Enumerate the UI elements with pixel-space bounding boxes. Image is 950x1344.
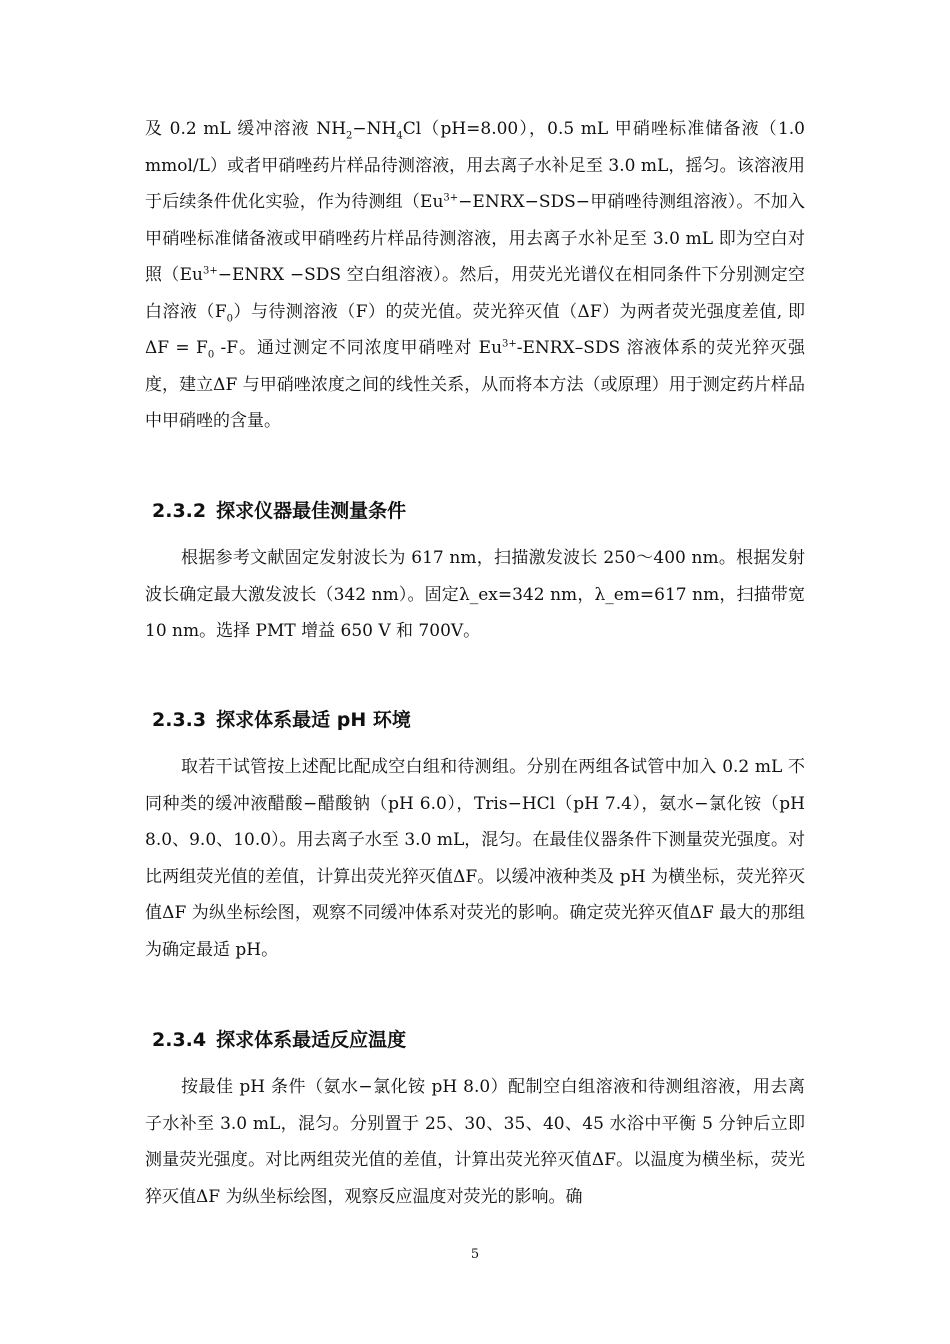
text-run: ）与待测溶液（F）的荧光值。荧光猝灭值（ΔF）为两者荧光强度差值, 即ΔF = F — [145, 301, 805, 358]
text-run: -ENRX–SDS 溶液体系的荧光猝灭强度，建立ΔF 与甲硝唑浓度之间的线性关系，从而将本方法（或原理）用于测定药片样品中甲硝唑的含量。 — [145, 338, 805, 431]
section-number: 2.3.2 — [152, 500, 207, 522]
section-number: 2.3.3 — [152, 709, 207, 731]
section-title: 探求仪器最佳测量条件 — [216, 500, 407, 522]
text-run: 及 0.2 mL 缓冲溶液 NH — [145, 119, 347, 139]
section-number: 2.3.4 — [152, 1029, 207, 1051]
superscript: 3+ — [502, 338, 517, 350]
superscript: 3+ — [202, 265, 218, 277]
page-number: 5 — [470, 1247, 480, 1262]
section-title: 探求体系最适反应温度 — [216, 1029, 407, 1051]
text-run: −ENRX−SDS−甲硝唑待测组溶液）。不加入甲硝唑标准储备液或甲硝唑药片样品待测溶液，用去离子水补足至 3.0 mL 即为空白对照（Eu — [145, 192, 805, 285]
paragraph-method-description — [145, 111, 805, 440]
paragraph-optimal-ph: 取若干试管按上述配比配成空白组和待测组。分别在两组各试管中加入 0.2 mL 不同种类的缓冲液醋酸−醋酸钠（pH 6.0），Tris−HCl（pH 7.4），氨水−氯化铵（pH 8.0、9.0、10.0）。用去离子水至 3.0 mL，混匀。在最佳仪器条件下测量荧光强度。对比两组荧光值的差值，计算出荧光猝灭值ΔF。以缓冲液种类及 pH 为横坐标，荧光猝灭值ΔF 为纵坐标绘图，观察不同缓冲体系对荧光的影响。确定荧光猝灭值ΔF 最大的那组为确定最适 pH。 — [145, 757, 805, 960]
superscript: 3+ — [443, 192, 459, 204]
subscript: 4 — [396, 130, 403, 142]
subscript: 2 — [346, 130, 353, 142]
text-run: −NH — [352, 119, 397, 139]
text-run: -F。通过测定不同浓度甲硝唑对 Eu — [214, 338, 503, 358]
subscript: 0 — [226, 312, 234, 324]
paragraph-instrument-conditions: 根据参考文献固定发射波长为 617 nm，扫描激发波长 250～400 nm。根据发射波长确定最大激发波长（342 nm）。固定λ_ex=342 nm，λ_em=617 nm，扫描带宽 10 nm。选择 PMT 增益 650 V 和 700V。 — [145, 548, 805, 641]
text-run: −ENRX −SDS 空白组溶液）。然后，用荧光光谱仪在相同条件下分别测定空白溶液（F — [145, 265, 806, 322]
section-heading-2-3-4 — [152, 1026, 802, 1054]
subscript: 0 — [207, 349, 215, 361]
text-run: Cl（pH=8.00），0.5 mL 甲硝唑标准储备液（1.0 mmol/L）或者甲硝唑药片样品待测溶液，用去离子水补足至 3.0 mL，摇匀。该溶液用于后续条件优化实验，作为待测组（Eu — [145, 119, 805, 212]
section-title: 探求体系最适 pH 环境 — [216, 709, 411, 731]
section-heading-2-3-2 — [152, 497, 802, 525]
section-heading-2-3-3 — [152, 706, 802, 734]
paragraph-optimal-temperature: 按最佳 pH 条件（氨水−氯化铵 pH 8.0）配制空白组溶液和待测组溶液，用去离子水补至 3.0 mL，混匀。分别置于 25、30、35、40、45 水浴中平衡 5 分钟后立即测量荧光强度。对比两组荧光值的差值，计算出荧光猝灭值ΔF。以温度为横坐标，荧光猝灭值ΔF 为纵坐标绘图，观察反应温度对荧光的影响。确 — [145, 1077, 805, 1207]
